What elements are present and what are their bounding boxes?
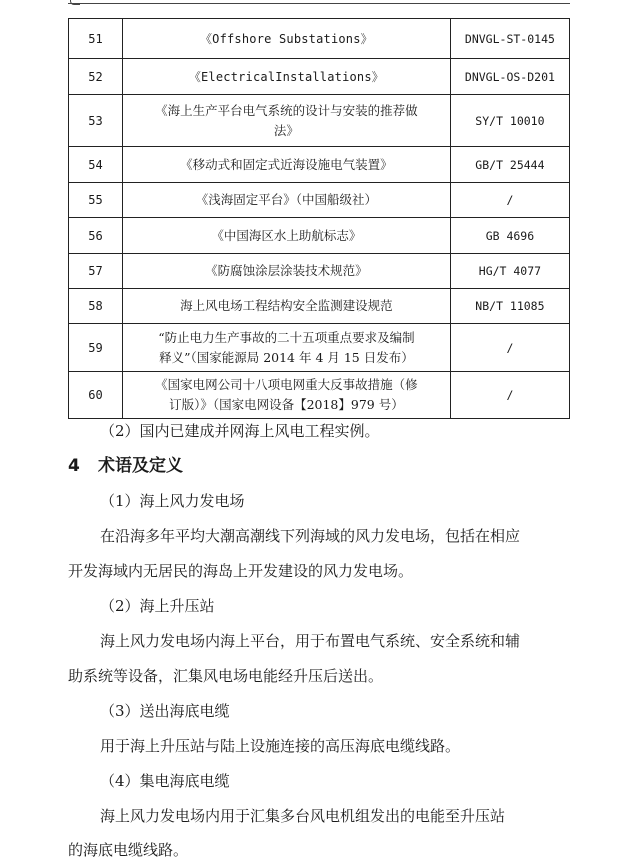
standard-code: SY/T 10010: [450, 95, 569, 147]
row-number: 56: [69, 218, 123, 254]
standard-name: 《ElectricalInstallations》: [122, 59, 450, 95]
standard-name-line: “防止电力生产事故的二十五项重点要求及编制: [158, 329, 415, 345]
standard-code: GB 4696: [450, 218, 569, 254]
standard-name-line: 释义”（国家能源局 2014 年 4 月 15 日发布）: [159, 349, 414, 365]
standard-name: 《中国海区水上助航标志》: [122, 218, 450, 254]
row-number: 54: [69, 147, 123, 183]
table-row: [69, 372, 570, 419]
row-number: 58: [69, 289, 123, 324]
standard-name: 《Offshore Substations》: [122, 19, 450, 59]
row-number: 51: [69, 19, 123, 59]
term-definition-line: 海上风力发电场内海上平台，用于布置电气系统、安全系统和辅: [100, 632, 521, 650]
term-title: （2）海上升压站: [100, 597, 215, 615]
row-number: 55: [69, 183, 123, 218]
table-row: [69, 59, 570, 95]
row-number: 60: [69, 372, 123, 419]
standard-name-line: 订版）》（国家电网设备【2018】979 号）: [169, 397, 404, 412]
row-number: 52: [69, 59, 123, 95]
table-row: [69, 183, 570, 218]
header-rule: [68, 3, 570, 4]
standard-code: /: [450, 324, 569, 372]
table-row: [69, 147, 570, 183]
standard-name: [122, 324, 450, 372]
standard-code: HG/T 4077: [450, 254, 569, 289]
table-row: [69, 324, 570, 372]
term-definition-line: 开发海域内无居民的海岛上开发建设的风力发电场。: [68, 562, 414, 580]
standard-code: GB/T 25444: [450, 147, 569, 183]
term-definition-line: 助系统等设备，汇集风电场电能经升压后送出。: [68, 667, 384, 685]
term-title: （4）集电海底电缆: [100, 772, 230, 790]
table-row: [69, 254, 570, 289]
standard-name-line: 《海上生产平台电气系统的设计与安装的推荐做: [155, 102, 418, 118]
standard-name: [122, 95, 450, 147]
row-number: 53: [69, 95, 123, 147]
standard-name: 《防腐蚀涂层涂装技术规范》: [122, 254, 450, 289]
header-logo-mark: [70, 0, 80, 5]
list-item-2: （2）国内已建成并网海上风电工程实例。: [100, 422, 380, 440]
term-title: （3）送出海底电缆: [100, 702, 230, 720]
standard-name: 《浅海固定平台》（中国船级社）: [122, 183, 450, 218]
standard-code: /: [450, 183, 569, 218]
standard-name: 《移动式和固定式近海设施电气装置》: [122, 147, 450, 183]
section-title: 术语及定义: [98, 456, 183, 476]
standards-table: [68, 18, 570, 419]
section-heading: [68, 455, 183, 477]
section-number: 4: [68, 456, 80, 476]
table-row: [69, 19, 570, 59]
standard-name-line: 《国家电网公司十八项电网重大反事故措施（修: [155, 377, 418, 392]
standard-name: [122, 372, 450, 419]
standard-code: DNVGL-ST-0145: [450, 19, 569, 59]
table-row: [69, 218, 570, 254]
term-definition-line: 海上风力发电场内用于汇集多台风电机组发出的电能至升压站: [100, 807, 506, 825]
row-number: 59: [69, 324, 123, 372]
term-definition-line: 用于海上升压站与陆上设施连接的高压海底电缆线路。: [100, 737, 461, 755]
table-row: [69, 95, 570, 147]
standard-code: DNVGL-OS-D201: [450, 59, 569, 95]
term-definition-line: 在沿海多年平均大潮高潮线下列海域的风力发电场，包括在相应: [100, 527, 521, 545]
term-definition-line: 的海底电缆线路。: [68, 841, 189, 859]
standard-code: NB/T 11085: [450, 289, 569, 324]
row-number: 57: [69, 254, 123, 289]
standard-name-line: 法》: [273, 122, 299, 138]
standard-code: /: [450, 372, 569, 419]
standard-name: 海上风电场工程结构安全监测建设规范: [122, 289, 450, 324]
table-row: [69, 289, 570, 324]
term-title: （1）海上风力发电场: [100, 492, 245, 510]
